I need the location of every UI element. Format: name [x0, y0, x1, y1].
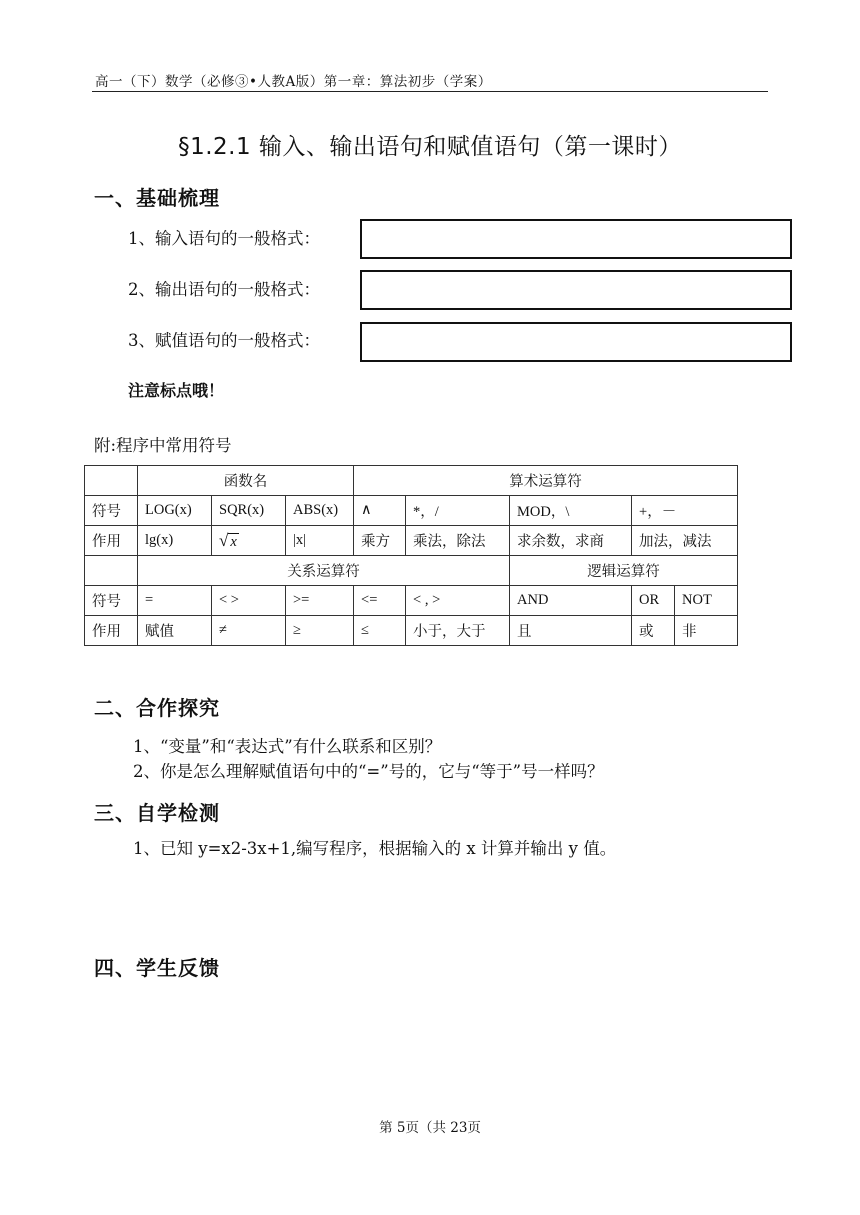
table-cell: OR — [632, 586, 675, 616]
table-row — [85, 556, 738, 586]
appendix-title: 附:程序中常用符号 — [94, 436, 232, 455]
section-heading-1: 一、基础梳理 — [94, 186, 220, 210]
table-row — [85, 586, 738, 616]
input-format-box[interactable] — [360, 219, 792, 259]
table-cell: ∧ — [354, 496, 406, 526]
table-cell: = — [138, 586, 212, 616]
table-cell: ≤ — [354, 616, 406, 646]
table-cell: lg(x) — [138, 526, 212, 556]
self-test-question-1: 1、已知 y=x2-3x+1,编写程序，根据输入的 x 计算并输出 y 值。 — [133, 839, 617, 858]
group-header-logical: 逻辑运算符 — [510, 556, 738, 586]
table-cell — [85, 466, 138, 496]
assign-format-box[interactable] — [360, 322, 792, 362]
table-cell: ≠ — [212, 616, 286, 646]
table-cell: ABS(x) — [286, 496, 354, 526]
section-heading-3: 三、自学检测 — [94, 801, 220, 825]
table-cell: >= — [286, 586, 354, 616]
table-row — [85, 496, 738, 526]
table-cell — [212, 526, 286, 556]
table-cell: 赋值 — [138, 616, 212, 646]
group-header-arithmetic: 算术运算符 — [354, 466, 738, 496]
table-cell: +，－ — [632, 496, 738, 526]
table-cell: < , > — [406, 586, 510, 616]
table-cell: MOD，\ — [510, 496, 632, 526]
sqrt-radicand: x — [230, 533, 237, 550]
table-cell: ≥ — [286, 616, 354, 646]
table-row — [85, 526, 738, 556]
table-cell: 乘法，除法 — [406, 526, 510, 556]
table-cell: LOG(x) — [138, 496, 212, 526]
section-heading-2: 二、合作探究 — [94, 696, 220, 720]
table-cell: 且 — [510, 616, 632, 646]
output-format-label: 2、输出语句的一般格式： — [128, 280, 320, 299]
row-label-symbol: 符号 — [85, 496, 138, 526]
header-rule — [92, 91, 768, 92]
row-label-effect: 作用 — [85, 526, 138, 556]
table-row — [85, 466, 738, 496]
table-cell: 加法，减法 — [632, 526, 738, 556]
output-format-box[interactable] — [360, 270, 792, 310]
table-cell: <= — [354, 586, 406, 616]
question-2: 2、你是怎么理解赋值语句中的“=”号的，它与“等于”号一样吗？ — [133, 762, 604, 781]
table-cell: 或 — [632, 616, 675, 646]
table-cell: *，/ — [406, 496, 510, 526]
page-footer: 第 5页（共 23页 — [379, 1120, 481, 1136]
table-cell: |x| — [286, 526, 354, 556]
input-format-label: 1、输入语句的一般格式： — [128, 229, 320, 248]
table-cell: 求余数，求商 — [510, 526, 632, 556]
table-cell: NOT — [675, 586, 738, 616]
assign-format-label: 3、赋值语句的一般格式： — [128, 331, 320, 350]
table-cell: SQR(x) — [212, 496, 286, 526]
question-1: 1、“变量”和“表达式”有什么联系和区别？ — [133, 737, 442, 756]
punctuation-note: 注意标点哦！ — [128, 381, 225, 400]
table-cell: AND — [510, 586, 632, 616]
row-label-effect: 作用 — [85, 616, 138, 646]
table-cell: 乘方 — [354, 526, 406, 556]
sqrt-icon: √ — [219, 530, 229, 550]
group-header-relational: 关系运算符 — [138, 556, 510, 586]
table-row — [85, 616, 738, 646]
section-heading-4: 四、学生反馈 — [94, 956, 220, 980]
table-cell — [85, 556, 138, 586]
table-cell: 非 — [675, 616, 738, 646]
table-cell: < > — [212, 586, 286, 616]
symbol-table — [84, 465, 738, 646]
page-title: §1.2.1 输入、输出语句和赋值语句（第一课时） — [178, 134, 682, 160]
table-cell: 小于，大于 — [406, 616, 510, 646]
group-header-function: 函数名 — [138, 466, 354, 496]
row-label-symbol: 符号 — [85, 586, 138, 616]
page-header: 高一（下）数学（必修③•人教A版）第一章：算法初步（学案） — [95, 74, 492, 90]
